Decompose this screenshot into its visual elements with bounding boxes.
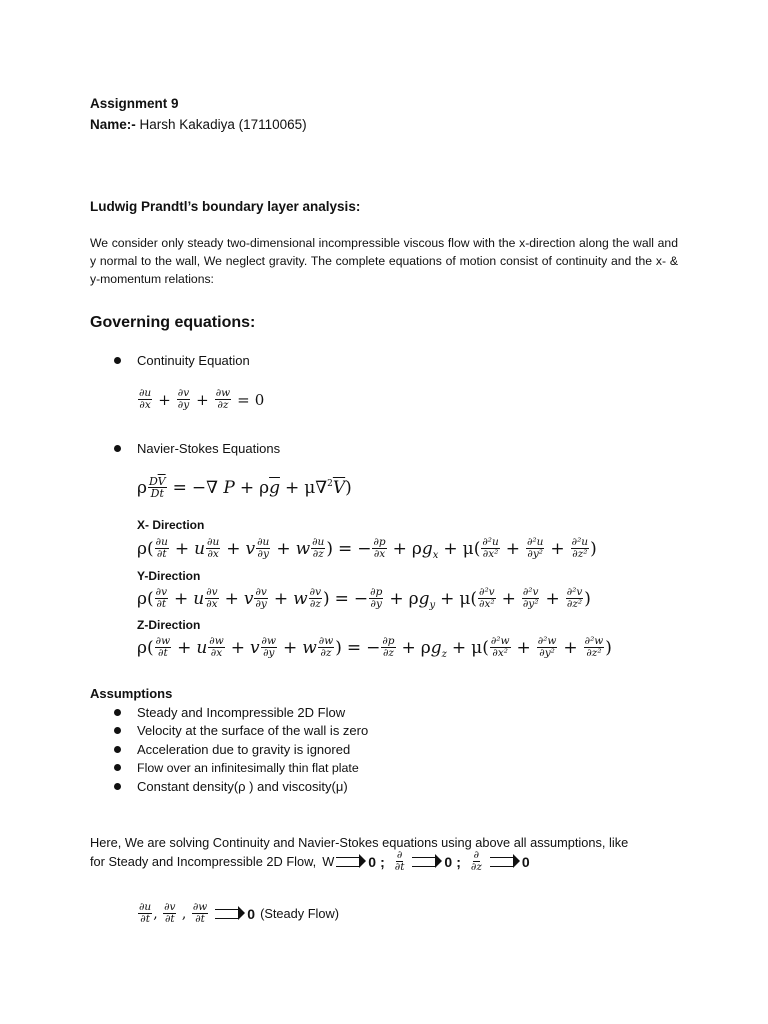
implies-arrow-icon — [490, 857, 514, 867]
navier-vector-equation: ρ $\frac{D\overline{V}}{Dt}$ = −∇ P + $\rho\overline{g}$ + $\mu\nabla^2\overline{V}$) — [137, 475, 352, 500]
name-label: Name:- — [90, 117, 136, 132]
assumption-item: Flow over an infinitesimally thin flat plate — [114, 759, 359, 778]
navier-label: Navier-Stokes Equations — [137, 441, 281, 456]
conclusion-line-2: for Steady and Incompressible 2D Flow, W 0 ; $\frac{\partial}{\partial t}$ 0 ; $\frac{\partial}{\partial z}$ 0 — [90, 849, 530, 873]
x-direction-label: X- Direction — [137, 518, 205, 532]
y-momentum-equation: ρ( $\frac{\partial v}{\partial t}$ + u $\frac{\partial v}{\partial x}$ + v $\frac{\partial v}{\partial y}$ + w $\frac{\partial v}{\partial z}$ ) = − $\frac{\partial p}{\partial y}$ + $\rho g_y$ + μ( $\frac{\text{∂²v}}{\text{∂x²}}$ + $\frac{\text{∂²v}}{\text{∂y²}}$ + $\frac{\text{∂²v}}{\text{∂z²}}$ ) — [137, 586, 591, 611]
continuity-label: Continuity Equation — [137, 353, 250, 368]
w-symbol: W — [322, 854, 335, 869]
bullet-dot — [114, 764, 121, 771]
student-name-line — [90, 114, 307, 135]
bullet-dot — [114, 357, 121, 364]
conclusion-line-1: Here, We are solving Continuity and Navier-Stokes equations using above all assumptions, like — [90, 835, 629, 850]
bullet-dot — [114, 746, 121, 753]
bullet-dot — [114, 445, 121, 452]
section-title: Ludwig Prandtl’s boundary layer analysis: — [90, 199, 361, 214]
y-direction-label: Y-Direction — [137, 569, 201, 583]
assumption-item: Velocity at the surface of the wall is zero — [114, 721, 368, 740]
name-value: Harsh Kakadiya (17110065) — [139, 117, 307, 132]
steady-flow-label: (Steady Flow) — [260, 906, 339, 921]
governing-title: Governing equations: — [90, 314, 256, 331]
continuity-equation: $\frac{\partial u}{\partial x}$ + $\frac{\partial v}{\partial y}$ + $\frac{\partial w}{\partial z}$ = 0 — [139, 387, 265, 411]
assumption-item: Constant density(ρ ) and viscosity(μ) — [114, 777, 348, 796]
steady-flow-equation: $\frac{\partial u}{\partial t}$ , $\frac{\partial v}{\partial t}$ , $\frac{\partial w}{\partial t}$ 0 (Steady Flow) — [139, 901, 339, 925]
continuity-bullet — [114, 351, 250, 370]
z-direction-label: Z-Direction — [137, 618, 201, 632]
assumption-item: Acceleration due to gravity is ignored — [114, 740, 350, 759]
bullet-dot — [114, 727, 121, 734]
assignment-title: Assignment 9 — [90, 96, 179, 111]
assumption-item: Steady and Incompressible 2D Flow — [114, 703, 345, 722]
navier-bullet — [114, 439, 280, 458]
z-momentum-equation: ρ( $\frac{\partial w}{\partial t}$ + u $\frac{\partial w}{\partial x}$ + v $\frac{\partial w}{\partial y}$ + w $\frac{\partial w}{\partial z}$ ) = − $\frac{\partial p}{\partial z}$ + $\rho g_z$ + μ( $\frac{\text{∂²w}}{\text{∂x²}}$ + $\frac{\text{∂²w}}{\text{∂y²}}$ + $\frac{\text{∂²w}}{\text{∂z²}}$ ) — [137, 635, 612, 660]
implies-arrow-icon — [412, 857, 436, 867]
intro-paragraph: We consider only steady two-dimensional incompressible viscous flow with the x-direction along the wall and y normal to the wall, We neglect gravity. The complete equations of motion consist of continuity and the x- & y-momentum relations: — [90, 236, 678, 286]
assumptions-title: Assumptions — [90, 686, 173, 701]
bullet-dot — [114, 709, 121, 716]
bullet-dot — [114, 783, 121, 790]
x-momentum-equation: ρ( $\frac{\partial u}{\partial t}$ + u $\frac{\partial u}{\partial x}$ + v $\frac{\partial u}{\partial y}$ + w $\frac{\partial u}{\partial z}$ ) = − $\frac{\partial p}{\partial x}$ + $\rho g_x$ + μ( $\frac{\text{∂²u}}{\text{∂x²}}$ + $\frac{\text{∂²u}}{\text{∂y²}}$ + $\frac{\text{∂²u}}{\text{∂z²}}$ ) — [137, 536, 597, 561]
implies-arrow-icon — [336, 857, 360, 867]
implies-arrow-icon — [215, 909, 239, 919]
